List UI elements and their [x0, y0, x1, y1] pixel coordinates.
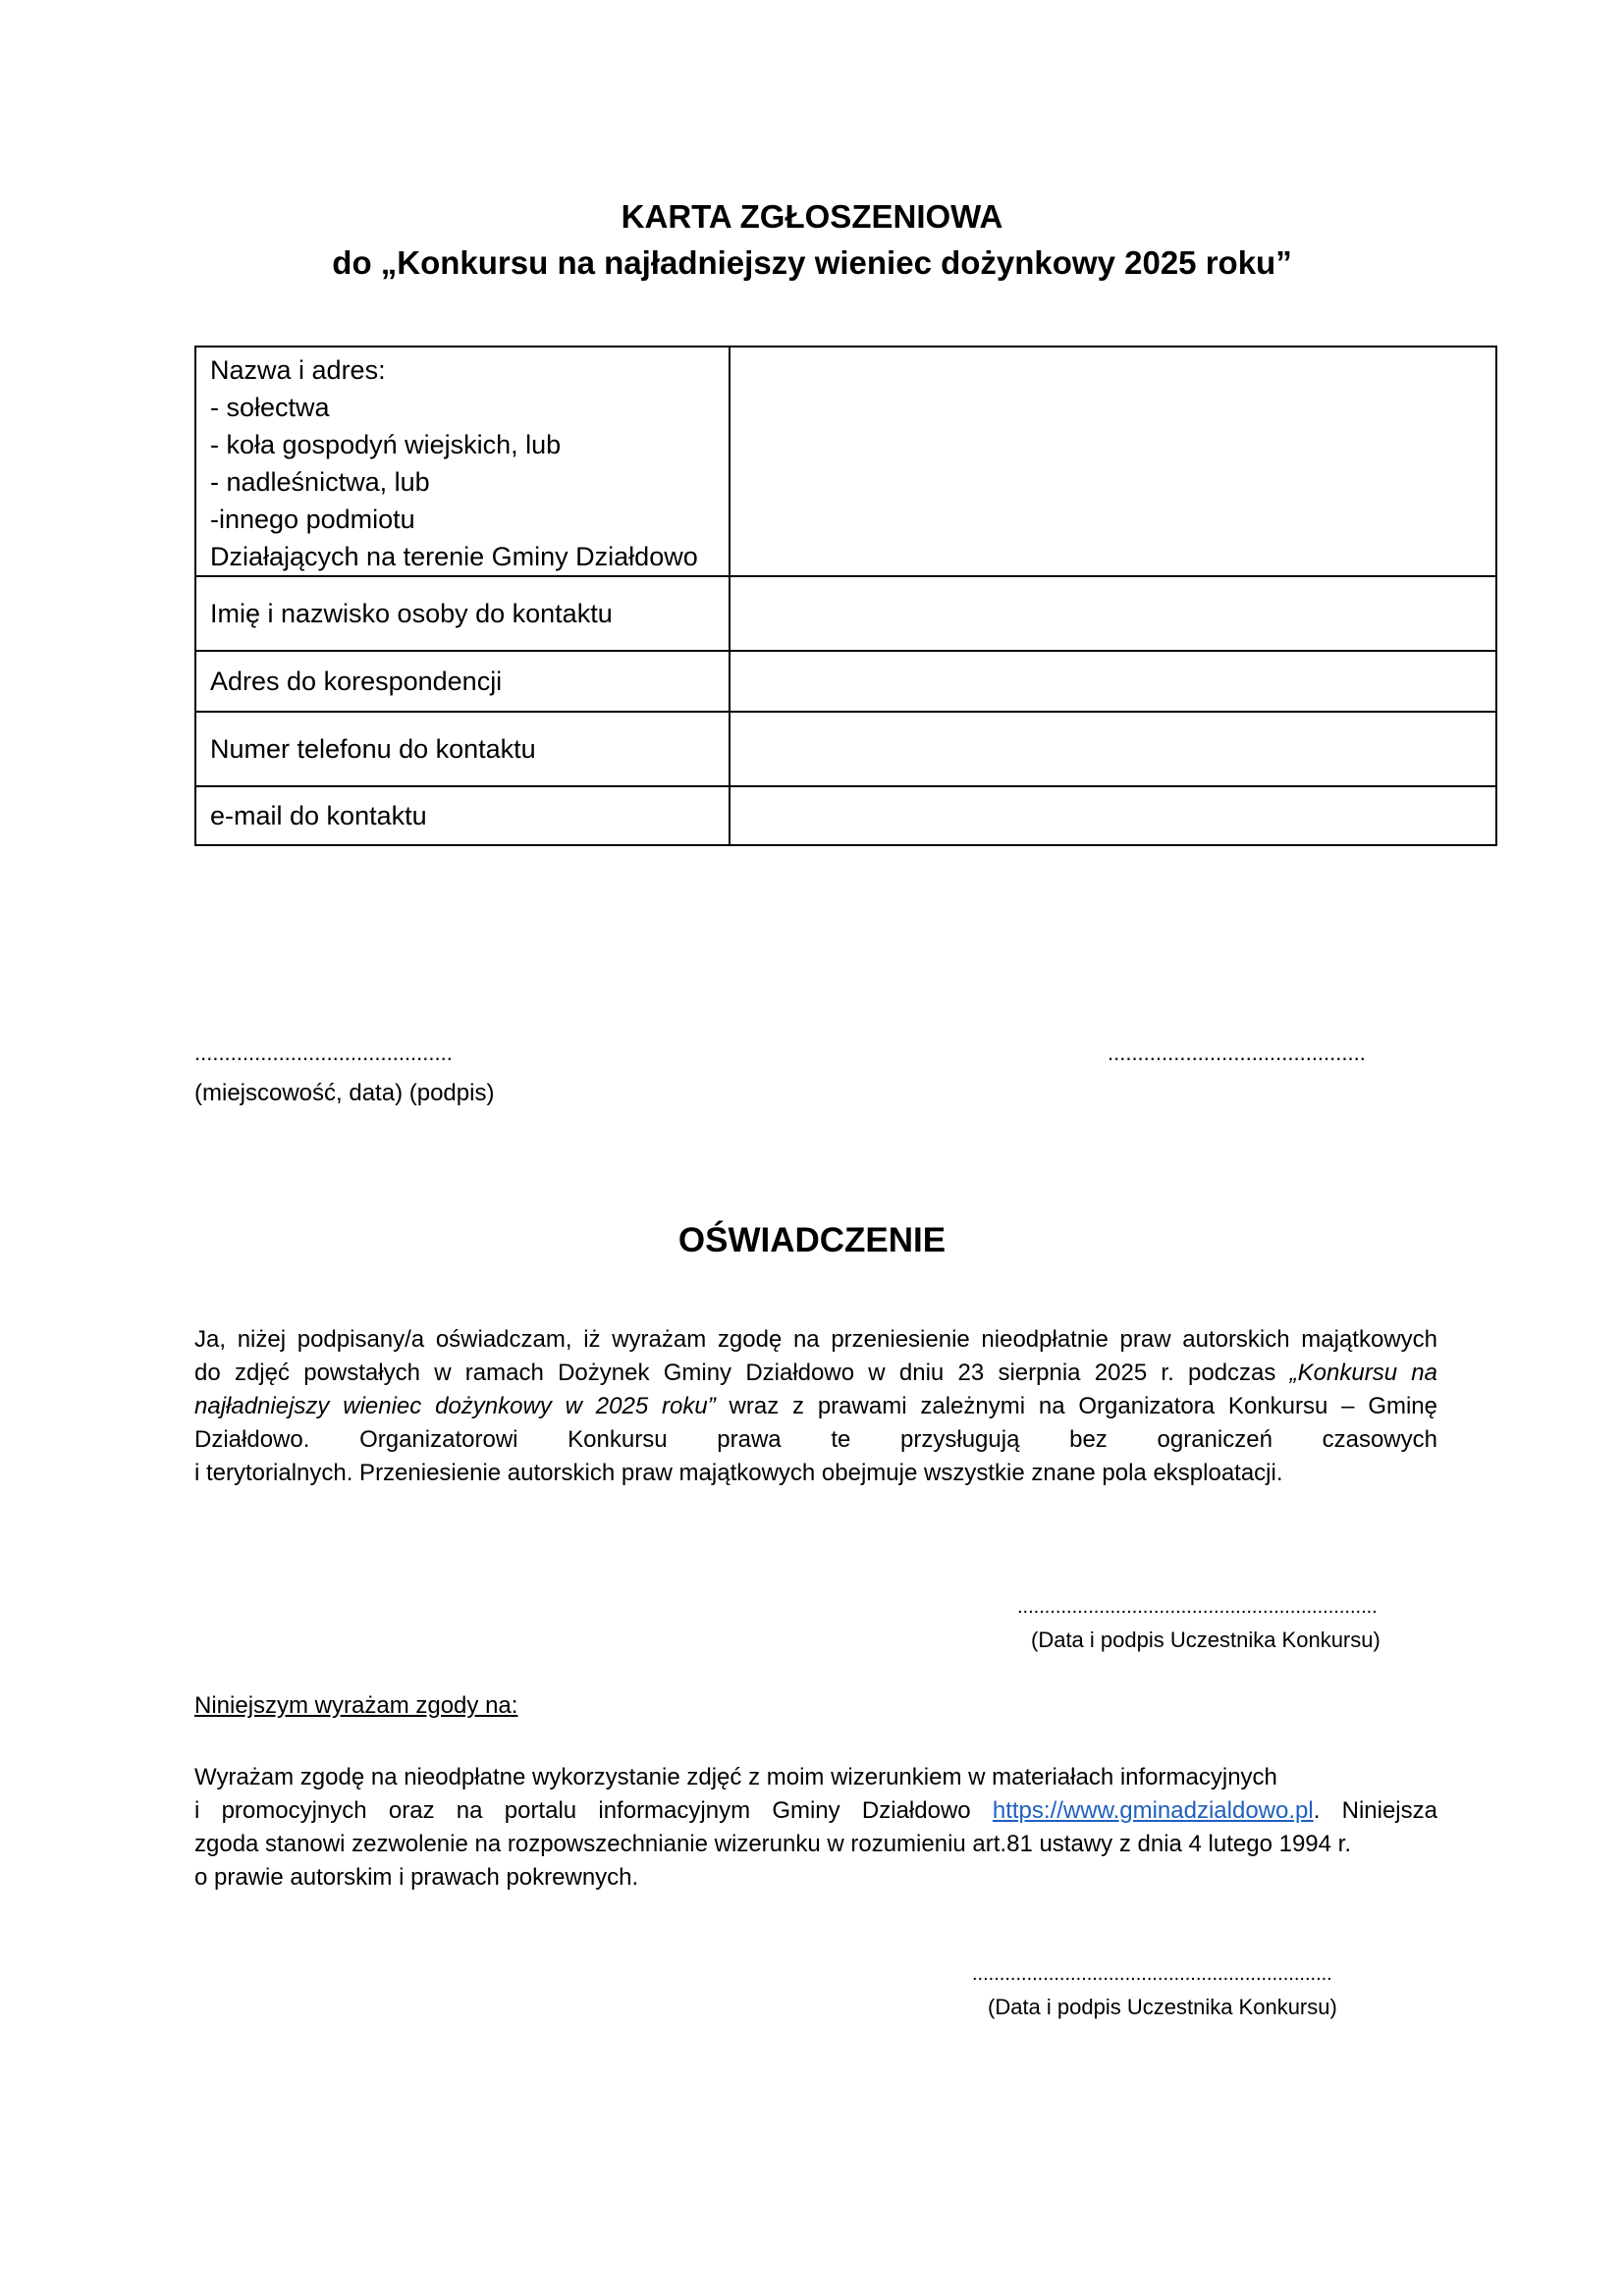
statement-line-2 — [194, 1357, 1437, 1390]
label-correspondence-address: Adres do korespondencji — [195, 651, 730, 712]
place-date-signature-caption: (miejscowość, data) (podpis) — [194, 1080, 495, 1106]
portal-link[interactable]: https://www.gminadzialdowo.pl — [992, 1797, 1314, 1824]
label-line: Nazwa i adres: — [210, 355, 386, 385]
contest-name-italic: „Konkursu na — [1289, 1360, 1438, 1386]
form-row-contact-person — [195, 576, 1496, 651]
consent-text — [194, 1761, 1437, 1895]
word: Działdowo. — [194, 1426, 310, 1453]
label-name-address — [195, 347, 730, 576]
consent-line-2 — [194, 1794, 1437, 1828]
consent-heading: Niniejszym wyrażam zgody na: — [194, 1692, 518, 1719]
word: przysługują — [900, 1426, 1020, 1453]
title-line-1: KARTA ZGŁOSZENIOWA — [621, 198, 1003, 235]
label-phone: Numer telefonu do kontaktu — [195, 712, 730, 786]
consent-signature-caption: (Data i podpis Uczestnika Konkursu) — [988, 1995, 1337, 2019]
statement-title: OŚWIADCZENIE — [677, 1221, 947, 1259]
statement-signature-dots: .................................................................. — [1017, 1596, 1378, 1618]
word: Konkursu — [568, 1426, 668, 1453]
label-email: e-mail do kontaktu — [195, 786, 730, 845]
statement-line-3 — [194, 1390, 1437, 1423]
place-date-dots: ........................................... — [194, 1041, 453, 1065]
label-line: - nadleśnictwa, lub — [210, 467, 430, 497]
title-line-2: do „Konkursu na najładniejszy wieniec dożynkowy 2025 roku” — [332, 244, 1292, 281]
field-phone[interactable] — [730, 712, 1496, 786]
form-row-name-address — [195, 347, 1496, 576]
word: Organizatorowi — [359, 1426, 518, 1453]
field-name-address[interactable] — [730, 347, 1496, 576]
word: prawa — [717, 1426, 782, 1453]
contest-name-italic-cont: najładniejszy wieniec dożynkowy w 2025 roku” — [194, 1393, 716, 1419]
consent-signature-dots: .................................................................. — [972, 1963, 1332, 1985]
page-title — [0, 193, 1624, 286]
word: te — [831, 1426, 851, 1453]
statement-line-2-text: do zdjęć powstałych w ramach Dożynek Gminy Działdowo w dniu 23 sierpnia 2025 r. podczas — [194, 1360, 1276, 1386]
field-correspondence-address[interactable] — [730, 651, 1496, 712]
signature-dots: ........................................... — [1108, 1041, 1366, 1065]
word: czasowych — [1322, 1426, 1437, 1453]
word: bez — [1069, 1426, 1108, 1453]
label-contact-person: Imię i nazwisko osoby do kontaktu — [195, 576, 730, 651]
field-email[interactable] — [730, 786, 1496, 845]
statement-signature-caption: (Data i podpis Uczestnika Konkursu) — [1031, 1628, 1380, 1652]
consent-line-3: zgoda stanowi zezwolenie na rozpowszechnianie wizerunku w rozumieniu art.81 ustawy z dnia 4 lutego 1994 r. — [194, 1831, 1352, 1857]
label-line: - koła gospodyń wiejskich, lub — [210, 430, 562, 459]
statement-text — [194, 1323, 1437, 1490]
label-line: Działających na terenie Gminy Działdowo — [210, 542, 698, 571]
form-row-phone — [195, 712, 1496, 786]
statement-line-4 — [194, 1423, 1437, 1457]
form-row-email — [195, 786, 1496, 845]
label-line: -innego podmiotu — [210, 505, 415, 534]
field-contact-person[interactable] — [730, 576, 1496, 651]
registration-form-table — [194, 346, 1497, 846]
label-line: - sołectwa — [210, 393, 330, 422]
statement-line-1: Ja, niżej podpisany/a oświadczam, iż wyrażam zgodę na przeniesienie nieodpłatnie praw autorskich majątkowych — [194, 1326, 1437, 1353]
consent-line-2-text: i promocyjnych oraz na portalu informacyjnym Gminy Działdowo — [194, 1797, 971, 1824]
word: ograniczeń — [1157, 1426, 1272, 1453]
form-row-correspondence-address — [195, 651, 1496, 712]
consent-line-2-end: . Niniejsza — [1313, 1797, 1437, 1824]
statement-line-3-text: wraz z prawami zależnymi na Organizatora Konkursu – Gminę — [729, 1393, 1438, 1419]
consent-line-4: o prawie autorskim i prawach pokrewnych. — [194, 1864, 639, 1891]
statement-line-5: i terytorialnych. Przeniesienie autorskich praw majątkowych obejmuje wszystkie znane pola eksploatacji. — [194, 1460, 1283, 1486]
consent-line-1: Wyrażam zgodę na nieodpłatne wykorzystanie zdjęć z moim wizerunkiem w materiałach informacyjnych — [194, 1764, 1277, 1790]
